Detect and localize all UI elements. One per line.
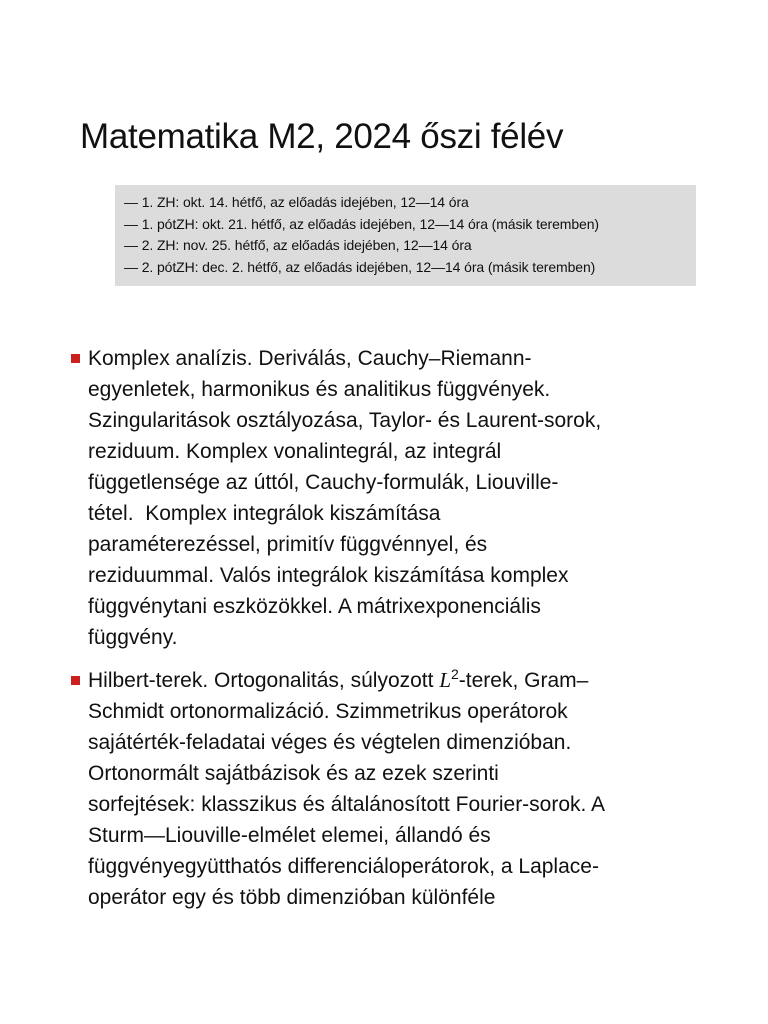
exam-date-item: — 2. ZH: nov. 25. hétfő, az előadás idejében, 12—14 óra xyxy=(124,237,472,253)
exam-date-item: — 2. pótZH: dec. 2. hétfő, az előadás idejében, 12—14 óra (másik teremben) xyxy=(124,258,596,275)
topic-text-line: függvény. xyxy=(88,626,178,649)
l2-math-symbol: L xyxy=(439,668,451,692)
topic-text-line: paraméterezéssel, primitív függvénnyel, és xyxy=(88,533,488,556)
topic-item-complex-analysis xyxy=(70,343,700,653)
bullet-square-icon xyxy=(71,676,80,685)
l2-superscript: 2 xyxy=(451,666,459,682)
topic-text-line: Sturm—Liouville-elmélet elemei, állandó és xyxy=(88,824,491,847)
topic-item-hilbert-spaces xyxy=(70,665,700,913)
exam-date-item: — 1. pótZH: okt. 21. hétfő, az előadás idejében, 12—14 óra (másik teremben) xyxy=(124,215,599,232)
topic-text-line: függvényegyütthatós differenciáloperátorok, a Laplace- xyxy=(88,855,599,878)
topic-text-line: Ortonormált sajátbázisok és az ezek szerinti xyxy=(88,762,499,785)
topic-text-line: reziduummal. Valós integrálok kiszámítása komplex xyxy=(88,564,569,587)
topic-text-line: függvénytani eszközökkel. A mátrixexponenciális xyxy=(88,595,541,618)
topic-text-line: operátor egy és több dimenzióban különféle xyxy=(88,886,496,909)
page-title: Matematika M2, 2024 őszi félév xyxy=(80,117,564,156)
bullet-square-icon xyxy=(71,354,80,363)
topic-text-line: tétel. Komplex integrálok kiszámítása xyxy=(88,502,441,525)
topic-text-line: egyenletek, harmonikus és analitikus függvények. xyxy=(88,378,551,401)
topic-text-line: sorfejtések: klasszikus és általánosított Fourier-sorok. A xyxy=(88,793,606,816)
exam-dates-box xyxy=(115,185,696,286)
topic-list xyxy=(70,343,700,925)
topic-text-line: reziduum. Komplex vonalintegrál, az integrál xyxy=(88,440,502,463)
topic-text-line: Schmidt ortonormalizáció. Szimmetrikus operátorok xyxy=(88,700,568,723)
topic-text-line: Szingularitások osztályozása, Taylor- és Laurent-sorok, xyxy=(88,409,602,432)
topic-text-line xyxy=(88,665,700,696)
topic-text-line: Komplex analízis. Deriválás, Cauchy–Riemann- xyxy=(88,347,532,370)
topic-text-line: sajátérték-feladatai véges és végtelen dimenzióban. xyxy=(88,731,572,754)
exam-date-item: — 1. ZH: okt. 14. hétfő, az előadás idejében, 12—14 óra xyxy=(124,194,469,210)
topic-text-segment: Hilbert-terek. Ortogonalitás, súlyozott xyxy=(88,669,440,692)
topic-text-line: függetlensége az úttól, Cauchy-formulák, Liouville- xyxy=(88,471,559,494)
topic-text-segment: -terek, Gram– xyxy=(458,669,589,692)
